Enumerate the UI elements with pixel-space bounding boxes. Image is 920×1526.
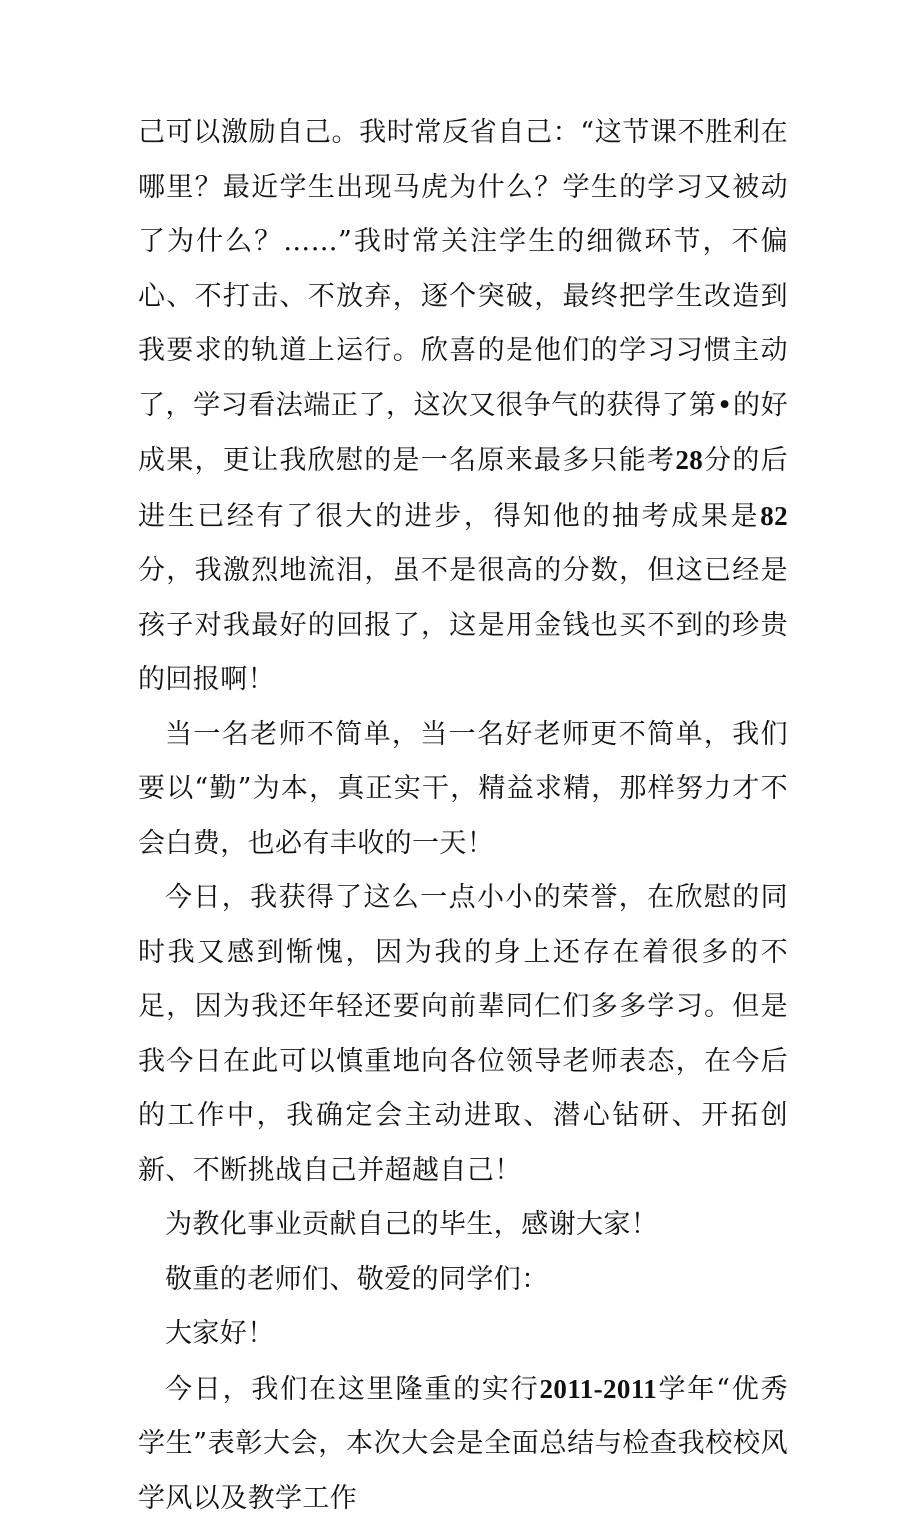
paragraph: 今日，我获得了这么一点小小的荣誉，在欣慰的同时我又感到惭愧，因为我的身上还存在着很多的不足，因为我还年轻还要向前辈同仁们多多学习。但是我今日在此可以慎重地向各位领导老师表态，在今后的工作中，我确定会主动进取、潜心钻研、开拓创新、不断挑战自己并超越自己！	[138, 871, 788, 1198]
paragraph: 敬重的老师们、敬爱的同学们：	[138, 1253, 788, 1308]
paragraph: 今日，我们在这里隆重的实行2011-2011学年“优秀学生”表彰大会，本次大会是全面总结与检查我校校风学风以及教学工作	[138, 1362, 788, 1526]
number-text: 2011-2011	[540, 1374, 658, 1404]
paragraph: 大家好！	[138, 1307, 788, 1362]
paragraph: 为教化事业贡献自己的毕生，感谢大家！	[138, 1198, 788, 1253]
paragraph: 当一名老师不简单，当一名好老师更不简单，我们要以“勤”为本，真正实干，精益求精，那样努力才不会白费，也必有丰收的一天！	[138, 708, 788, 872]
paragraph: 己可以激励自己。我时常反省自己：“这节课不胜利在哪里？最近学生出现马虎为什么？学生的学习又被动了为什么？……”我时常关注学生的细微环节，不偏心、不打击、不放弃，逐个突破，最终把学生改造到我要求的轨道上运行。欣喜的是他们的学习习惯主动了，学习看法端正了，这次又很争气的获得了第•的好成果，更让我欣慰的是一名原来最多只能考28分的后进生已经有了很大的进步，得知他的抽考成果是82分，我激烈地流泪，虽不是很高的分数，但这已经是孩子对我最好的回报了，这是用金钱也买不到的珍贵的回报啊！	[138, 106, 788, 708]
number-text: 28	[675, 445, 703, 475]
number-text: 82	[760, 501, 788, 531]
document-body	[138, 106, 788, 1526]
